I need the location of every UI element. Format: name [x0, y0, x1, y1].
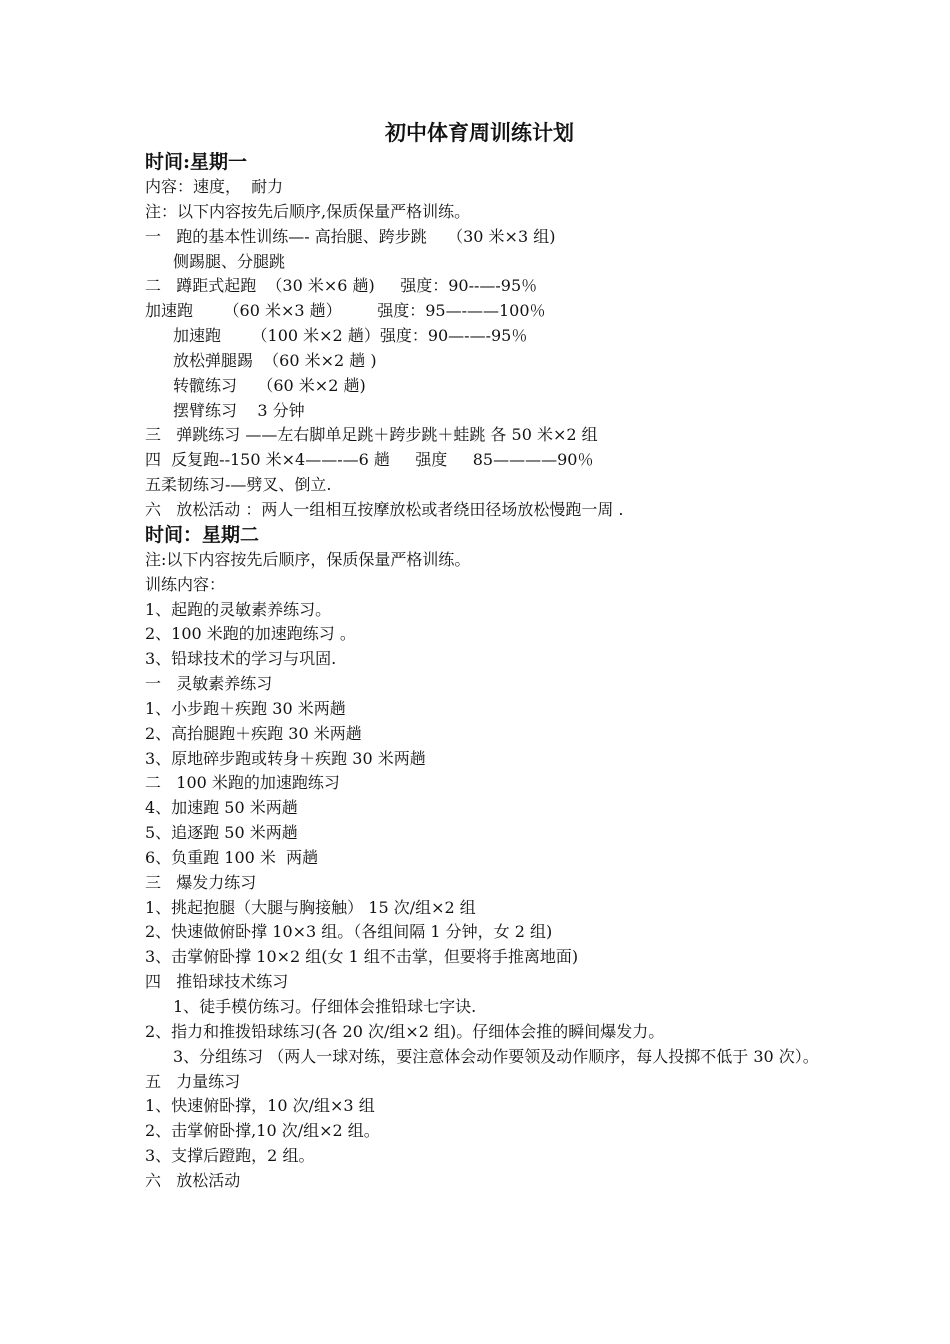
text-line: 1、起跑的灵敏素养练习。: [145, 599, 332, 619]
text-line: 3、铅球技术的学习与巩固.: [145, 649, 337, 669]
monday-content: [145, 175, 820, 523]
text-line: 一 跑的基本性训练—- 高抬腿、跨步跳 （30 米×3 组): [145, 226, 556, 246]
text-line: 加速跑 （60 米×3 趟） 强度：95—-——100％: [145, 301, 546, 321]
text-line: 摆臂练习 3 分钟: [173, 400, 305, 420]
text-line: 2、击掌俯卧撑,10 次/组×2 组。: [145, 1121, 380, 1141]
text-line: 2、指力和推拨铅球练习(各 20 次/组×2 组)。仔细体会推的瞬间爆发力。: [145, 1021, 665, 1041]
page-title: 初中体育周训练计划: [385, 120, 574, 145]
text-line: 1、快速俯卧撑，10 次/组×3 组: [145, 1096, 375, 1116]
text-line: 三 弹跳练习 ——左右脚单足跳＋跨步跳＋蛙跳 各 50 米×2 组: [145, 425, 598, 445]
text-line: 5、追逐跑 50 米两趟: [145, 823, 298, 843]
text-line: 2、高抬腿跑＋疾跑 30 米两趟: [145, 723, 362, 743]
text-line: 加速跑 （100 米×2 趟）强度：90—-—-95％: [173, 326, 528, 346]
text-line: 内容：速度， 耐力: [145, 177, 284, 196]
section-heading-tuesday: 时间：星期二: [145, 523, 260, 546]
text-line: 三 爆发力练习: [145, 872, 257, 892]
text-line: 六 放松活动 ：两人一组相互按摩放松或者绕田径场放松慢跑一周 .: [145, 499, 624, 519]
text-line: 转髋练习 （60 米×2 趟): [173, 375, 366, 395]
text-line: 五柔韧练习-—劈叉、倒立.: [145, 475, 332, 495]
document-page: [145, 118, 820, 1194]
section-heading-monday: 时间:星期一: [145, 151, 248, 173]
text-line: 1、徒手模仿练习。仔细体会推铅球七字诀.: [173, 997, 477, 1016]
text-line: 3、击掌俯卧撑 10×2 组(女 1 组不击掌，但要将手推离地面): [145, 947, 579, 967]
text-line: 2、快速做俯卧撑 10×3 组。（各组间隔 1 分钟，女 2 组): [145, 922, 553, 942]
text-line: 四 推铅球技术练习: [145, 972, 289, 992]
text-line: 3、原地碎步跑或转身＋疾跑 30 米两趟: [145, 748, 426, 768]
text-line: 五 力量练习: [145, 1071, 241, 1091]
text-line: 二 100 米跑的加速跑练习: [145, 773, 340, 793]
text-line: 3、支撑后蹬跑，2 组。: [145, 1146, 315, 1166]
text-line: 六 放松活动: [145, 1170, 241, 1190]
text-line: 四 反复跑--150 米×4——-—6 趟 强度 85————90％: [145, 450, 594, 470]
text-line: 一 灵敏素养练习: [145, 674, 273, 694]
text-line: 放松弹腿踢 （60 米×2 趟 ): [173, 350, 377, 370]
text-line: 1、挑起抱腿（大腿与胸接触） 15 次/组×2 组: [145, 897, 476, 917]
text-line: 训练内容：: [145, 574, 226, 594]
text-line: 二 蹲距式起跑 （30 米×6 趟) 强度：90--—-95％: [145, 276, 538, 296]
text-line: 2、100 米跑的加速跑练习 。: [145, 624, 356, 644]
text-line: 1、小步跑＋疾跑 30 米两趟: [145, 698, 346, 718]
text-line: 6、负重跑 100 米 两趟: [145, 847, 319, 867]
text-line: 侧踢腿、分腿跳: [173, 251, 286, 271]
text-line: 注：以下内容按先后顺序,保质保量严格训练。: [145, 201, 471, 221]
tuesday-content: [145, 548, 820, 1194]
text-paragraph: 3、分组练习 （两人一球对练，要注意体会动作要领及动作顺序，每人投掷不低于 30 次）。: [173, 1046, 819, 1066]
text-line: 4、加速跑 50 米两趟: [145, 798, 298, 818]
text-line: 注:以下内容按先后顺序，保质保量严格训练。: [145, 549, 471, 569]
